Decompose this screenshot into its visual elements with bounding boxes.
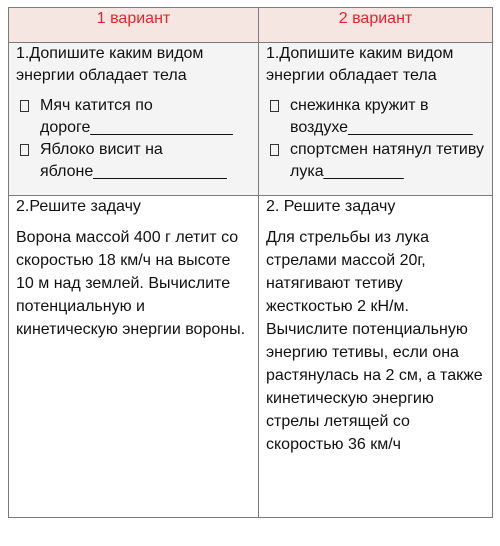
checkbox-glyph-icon <box>270 100 279 112</box>
checkbox-glyph-icon <box>20 100 29 112</box>
list-item <box>266 139 485 183</box>
question-1-row <box>9 43 493 196</box>
question-2-title: 2.Решите задачу <box>16 198 141 215</box>
item-text: спортсмен натянул тетиву лука_________ <box>290 141 485 180</box>
question-1-title: 1.Допишите каким видом энергии обладает тела <box>266 45 454 84</box>
question-1-title: 1.Допишите каким видом энергии обладает тела <box>16 45 204 84</box>
question-1-items <box>266 95 485 183</box>
item-text: снежинка кружит в воздухе______________ <box>290 97 473 136</box>
list-item <box>266 95 485 139</box>
list-item <box>16 139 251 183</box>
list-item <box>16 95 251 139</box>
checkbox-glyph-icon <box>270 144 279 156</box>
item-text: Мяч катится по дороге________________ <box>40 97 233 136</box>
header-row <box>9 8 493 43</box>
variant-2-question-1 <box>259 43 493 196</box>
question-2-row <box>9 196 493 518</box>
variant-1-question-2 <box>9 196 259 518</box>
variant-2-question-2 <box>259 196 493 518</box>
task-text: Для стрельбы из лука стрелами массой 20г, натягивают тетиву жесткостью 2 кН/м. Вычислите потенциальную энергию тетивы, если она растянулась на 2 см, а также кинетическую энергию стрелы летящей со скоростью 36 км/ч <box>266 229 483 453</box>
variant-1-header: 1 вариант <box>9 8 259 43</box>
variant-1-question-1 <box>9 43 259 196</box>
question-2-title: 2. Решите задачу <box>266 198 396 215</box>
question-1-items <box>16 95 251 183</box>
worksheet-table <box>8 7 493 518</box>
item-text: Яблоко висит на яблоне_______________ <box>40 141 227 180</box>
variant-2-header: 2 вариант <box>259 8 493 43</box>
task-text: Ворона массой 400 г летит со скоростью 18 км/ч на высоте 10 м над землей. Вычислите потенциальную и кинетическую энергии вороны. <box>16 229 246 338</box>
checkbox-glyph-icon <box>20 144 29 156</box>
